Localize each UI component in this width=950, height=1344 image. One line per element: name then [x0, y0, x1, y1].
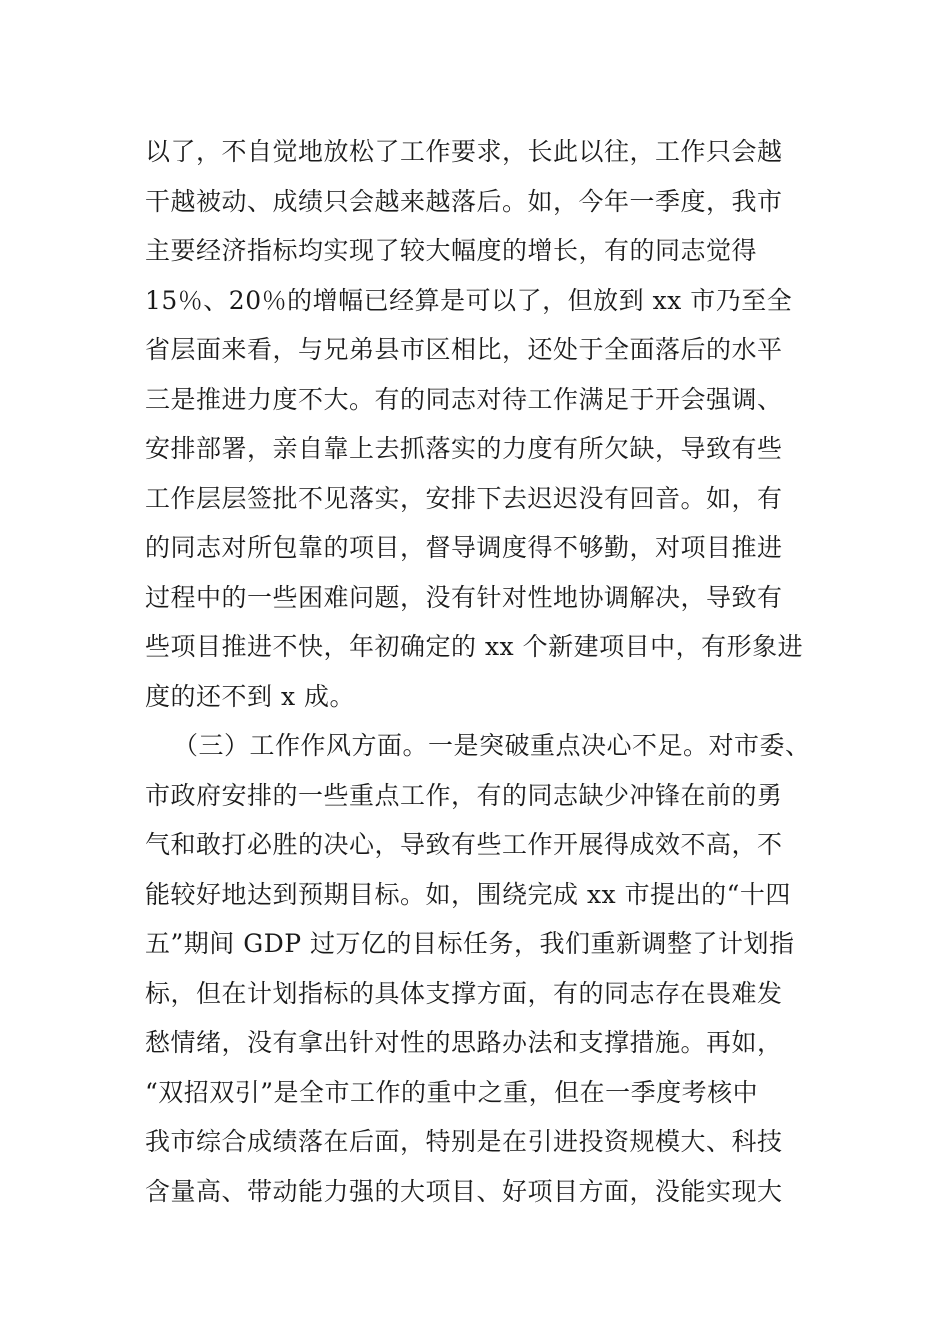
text-line: 15％、20％的增幅已经算是可以了，但放到 xx 市乃至全	[145, 285, 793, 315]
text-line: 五”期间 GDP 过万亿的目标任务，我们重新调整了计划指	[145, 929, 795, 958]
body-text	[145, 127, 845, 1216]
text-line: “双招双引”是全市工作的重中之重，但在一季度考核中	[145, 1077, 759, 1107]
text-line: 标，但在计划指标的具体支撑方面，有的同志存在畏难发	[145, 978, 783, 1008]
text-line: 能较好地达到预期目标。如，围绕完成 xx 市提出的“十四	[145, 879, 791, 909]
text-line: 气和敢打必胜的决心，导致有些工作开展得成效不高，不	[145, 830, 783, 859]
text-line: 度的还不到 x 成。	[145, 681, 355, 711]
text-line: 的同志对所包靠的项目，督导调度得不够勤，对项目推进	[145, 533, 783, 562]
text-line: 省层面来看，与兄弟县市区相比，还处于全面落后的水平	[145, 335, 783, 364]
text-line: 些项目推进不快，年初确定的 xx 个新建项目中，有形象进	[145, 632, 804, 661]
text-line: 我市综合成绩落在后面，特别是在引进投资规模大、科技	[145, 1127, 783, 1156]
section-heading-line: （三）工作作风方面。一是突破重点决心不足。对市委、	[173, 731, 811, 760]
text-line: 主要经济指标均实现了较大幅度的增长，有的同志觉得	[145, 236, 758, 265]
text-line: 市政府安排的一些重点工作，有的同志缺少冲锋在前的勇	[145, 780, 783, 810]
text-line: 含量高、带动能力强的大项目、好项目方面，没能实现大	[145, 1176, 783, 1206]
text-line: 安排部署，亲自靠上去抓落实的力度有所欠缺，导致有些	[145, 434, 783, 463]
text-line: 过程中的一些困难问题，没有针对性地协调解决，导致有	[145, 582, 783, 612]
text-line: 愁情绪，没有拿出针对性的思路办法和支撑措施。再如，	[145, 1028, 783, 1057]
text-line: 三是推进力度不大。有的同志对待工作满足于开会强调、	[145, 384, 783, 414]
text-line: 工作层层签批不见落实，安排下去迟迟没有回音。如，有	[145, 483, 783, 513]
text-line: 干越被动、成绩只会越来越落后。如，今年一季度，我市	[145, 186, 783, 216]
text-line: 以了，不自觉地放松了工作要求，长此以往，工作只会越	[145, 137, 783, 166]
